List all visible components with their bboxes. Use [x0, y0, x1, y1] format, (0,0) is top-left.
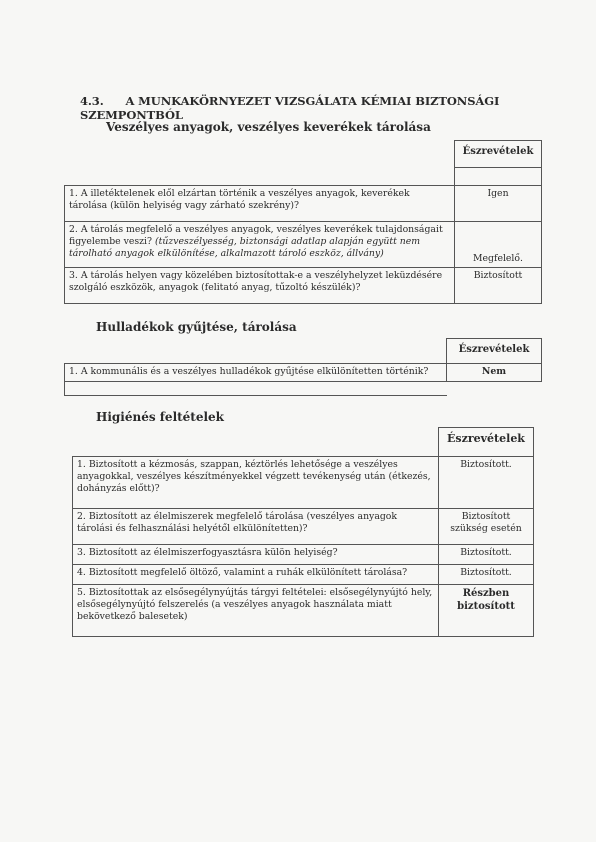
observation-cell: Biztosított. — [439, 457, 534, 509]
table-row — [73, 565, 534, 585]
table-row — [65, 222, 542, 268]
table-row — [73, 545, 534, 565]
question-cell: 2. Biztosított az élelmiszerek megfelelő tárolása (veszélyes anyagok tárolási és felhasználási helyétől elkülönítetten)? — [73, 509, 439, 545]
observation-cell: Nem — [447, 364, 542, 382]
table-2-title: Hulladékok gyűjtése, tárolása — [96, 320, 297, 334]
observation-cell: Biztosított. — [439, 565, 534, 585]
observation-cell: Biztosított — [455, 268, 542, 304]
question-cell: 4. Biztosított megfelelő öltöző, valamint a ruhák elkülönített tárolása? — [73, 565, 439, 585]
observation-cell: Biztosított szükség esetén — [439, 509, 534, 545]
table-row — [73, 585, 534, 637]
waste-table — [64, 338, 542, 396]
table-1-title: Veszélyes anyagok, veszélyes keverékek tárolása — [106, 120, 431, 134]
section-title: A MUNKAKÖRNYEZET VIZSGÁLATA KÉMIAI BIZTONSÁGI SZEMPONTBÓL — [80, 94, 500, 122]
observation-cell: Megfelelő. — [455, 222, 542, 268]
observation-cell: Részben biztosított — [439, 585, 534, 637]
hygiene-table — [72, 427, 534, 637]
observations-header: Észrevételek — [439, 428, 534, 457]
question-cell: 3. Biztosított az élelmiszerfogyasztásra külön helyiség? — [73, 545, 439, 565]
observations-header: Észrevételek — [455, 141, 542, 168]
table-row — [65, 268, 542, 304]
observation-cell: Biztosított. — [439, 545, 534, 565]
question-cell: 1. Biztosított a kézmosás, szappan, kéztörlés lehetősége a veszélyes anyagokkal, veszélyes készítményekkel végzett tevékenység után (étkezés, dohányzás előtt)? — [73, 457, 439, 509]
table-row — [73, 457, 534, 509]
question-cell: 5. Biztosítottak az elsősegélynyújtás tárgyi feltételei: elsősegélynyújtó hely, elsősegélynyújtó felszerelés (a veszélyes anyagok használata miatt bekövetkező balesetek) — [73, 585, 439, 637]
table-row — [73, 509, 534, 545]
observation-cell: Igen — [455, 186, 542, 222]
observations-header: Észrevételek — [447, 339, 542, 364]
table-3-title: Higiénés feltételek — [96, 410, 224, 424]
table-row — [65, 364, 542, 382]
section-heading — [80, 94, 540, 122]
question-cell: 3. A tárolás helyen vagy közelében biztosítottak-e a veszélyhelyzet leküzdésére szolgáló eszközök, anyagok (felitató anyag, tűzoltó készülék)? — [65, 268, 455, 304]
section-number: 4.3. — [80, 94, 104, 108]
table-header-row — [65, 141, 542, 168]
question-cell: 2. A tárolás megfelelő a veszélyes anyagok, veszélyes keverékek tulajdonságait figyelembe veszi? (tűzveszélyesség, biztonsági adatlap alapján együtt nem tárolható anyagok elkülönítése, alkalmazott tároló eszköz, állvány) — [65, 222, 455, 268]
table-row — [65, 186, 542, 222]
question-cell: 1. A kommunális és a veszélyes hulladékok gyűjtése elkülönítetten történik? — [65, 364, 447, 382]
storage-table — [64, 140, 542, 304]
question-cell: 1. A illetéktelenek elől elzártan történik a veszélyes anyagok, keverékek tárolása (külön helyiség vagy zárható szekrény)? — [65, 186, 455, 222]
